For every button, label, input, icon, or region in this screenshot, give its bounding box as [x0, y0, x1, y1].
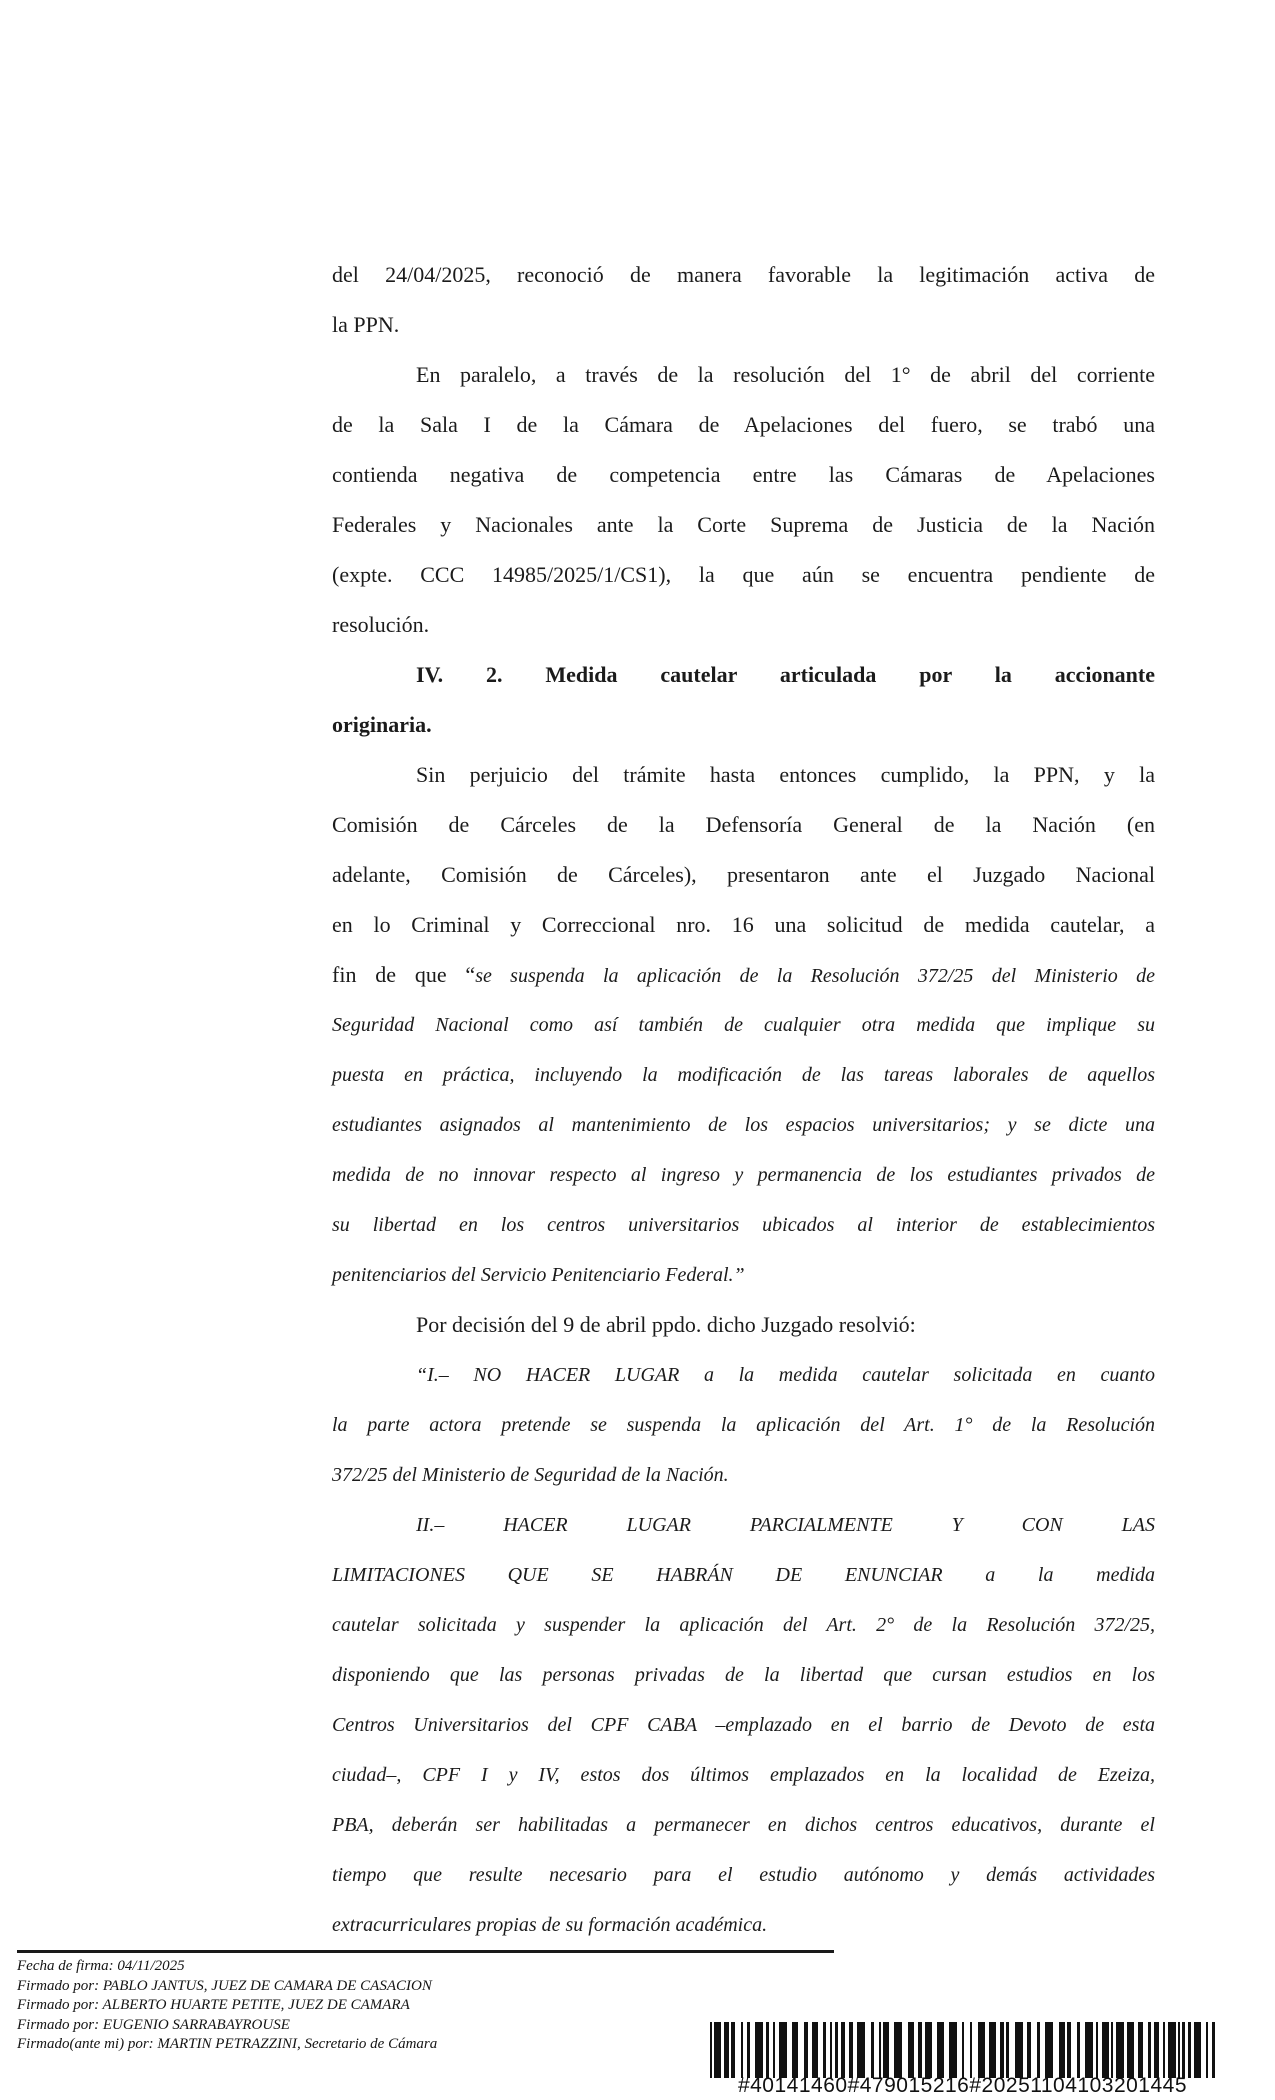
barcode-bar	[1096, 2022, 1098, 2078]
body-line	[332, 1250, 1155, 1300]
barcode-bar	[710, 2022, 712, 2078]
barcode-bar	[1148, 2022, 1151, 2078]
body-line	[332, 700, 1155, 750]
signature-line: Firmado por: PABLO JANTUS, JUEZ DE CAMARA DE CASACION	[17, 1977, 432, 1994]
barcode-bar	[773, 2022, 775, 2078]
barcode-bar	[970, 2022, 972, 2078]
barcode-bar	[883, 2022, 889, 2078]
signature-line: Firmado(ante mi) por: MARTIN PETRAZZINI, Secretario de Cámara	[17, 2036, 438, 2052]
text-segment-regular: resolución.	[332, 612, 430, 637]
body-line	[332, 650, 1155, 700]
barcode-bar	[1102, 2022, 1109, 2078]
barcode-bar	[1077, 2022, 1080, 2078]
signature-line: Firmado por: ALBERTO HUARTE PETITE, JUEZ DE CAMARA	[17, 1997, 410, 2013]
text-segment-bold: IV. 2. Medida cautelar articulada por la accionante	[416, 662, 1155, 687]
barcode-bar	[1163, 2022, 1165, 2078]
body-line	[332, 1050, 1155, 1100]
body-line	[332, 1700, 1155, 1750]
body-line	[332, 1400, 1155, 1450]
body-line	[332, 550, 1155, 600]
body-line	[332, 1600, 1155, 1650]
body-line	[332, 1100, 1155, 1150]
barcode-bar	[812, 2022, 818, 2078]
barcode-bar	[1154, 2022, 1159, 2078]
text-segment-italic: la parte actora pretende se suspenda la aplicación del Art. 1° de la Resolución	[332, 1414, 1155, 1436]
body-line	[332, 1300, 1155, 1350]
text-segment-italic: disponiendo que las personas privadas de la libertad que cursan estudios en los	[332, 1664, 1155, 1686]
paragraph-indent	[332, 1530, 416, 1531]
body-line	[332, 1550, 1155, 1600]
body-line	[332, 750, 1155, 800]
text-segment-italic: PBA, deberán ser habilitadas a permanecer en dichos centros educativos, durante el	[332, 1814, 1155, 1836]
barcode-bar	[978, 2022, 985, 2078]
paragraph-indent	[332, 781, 416, 782]
text-segment-italic: ciudad–, CPF I y IV, estos dos últimos emplazados en la localidad de Ezeiza,	[332, 1764, 1155, 1786]
barcode-bar	[1127, 2022, 1134, 2078]
text-segment-regular: adelante, Comisión de Cárceles), presentaron ante el Juzgado Nacional	[332, 862, 1155, 887]
barcode-bar	[1168, 2022, 1176, 2078]
barcode-bar	[925, 2022, 932, 2078]
barcode-bar	[792, 2022, 798, 2078]
barcode-bar	[908, 2022, 914, 2078]
text-segment-bold: originaria.	[332, 712, 432, 737]
barcode-value: #40141460#479015216#20251104103201445	[737, 2074, 1188, 2097]
text-segment-regular: de la Sala I de la Cámara de Apelaciones del fuero, se trabó una	[332, 412, 1155, 437]
barcode-bar	[1006, 2022, 1009, 2078]
text-segment-italic: “I.– NO HACER LUGAR a la medida cautelar solicitada en cuanto	[416, 1364, 1155, 1386]
barcode-bar	[755, 2022, 763, 2078]
body-line	[332, 450, 1155, 500]
text-segment-italic: extracurriculares propias de su formación académica.	[332, 1914, 768, 1936]
barcode-bar	[747, 2022, 750, 2078]
barcode-bar	[731, 2022, 735, 2078]
signature-line: Fecha de firma: 04/11/2025	[17, 1958, 185, 1974]
text-segment-italic: 372/25 del Ministerio de Seguridad de la Nación.	[332, 1464, 729, 1486]
barcode-bar	[804, 2022, 808, 2078]
body-line	[332, 1200, 1155, 1250]
barcode-bar	[871, 2022, 874, 2078]
barcode-bar	[823, 2022, 826, 2078]
barcode-bar	[937, 2022, 944, 2078]
barcode-bar	[1000, 2022, 1004, 2078]
body-line	[332, 400, 1155, 450]
body-line	[332, 1850, 1155, 1900]
barcode-bar	[894, 2022, 902, 2078]
body-line	[332, 1800, 1155, 1850]
text-segment-italic: cautelar solicitada y suspender la aplicación del Art. 2° de la Resolución 372/25,	[332, 1614, 1155, 1636]
text-segment-italic: Seguridad Nacional como así también de cualquier otra medida que implique su	[332, 1014, 1155, 1036]
text-segment-regular: Sin perjuicio del trámite hasta entonces cumplido, la PPN, y la	[416, 762, 1155, 787]
barcode-bar	[1037, 2022, 1040, 2078]
barcode-bar	[1085, 2022, 1093, 2078]
signature-block	[17, 1957, 717, 2055]
text-segment-regular: del 24/04/2025, reconoció de manera favorable la legitimación activa de	[332, 262, 1155, 287]
body-text	[332, 250, 1155, 1950]
barcode-bar	[1045, 2022, 1053, 2078]
barcode-bar	[989, 2022, 996, 2078]
body-line	[332, 1750, 1155, 1800]
barcode-bar	[949, 2022, 957, 2078]
paragraph-indent	[332, 1331, 416, 1332]
barcode-bar	[724, 2022, 729, 2078]
body-line	[332, 350, 1155, 400]
barcode-bar	[1138, 2022, 1143, 2078]
body-line	[332, 300, 1155, 350]
body-line	[332, 1900, 1155, 1950]
barcode-bar	[1182, 2022, 1185, 2078]
barcode-bar	[1027, 2022, 1031, 2078]
paragraph-indent	[332, 1380, 416, 1381]
body-line	[332, 1450, 1155, 1500]
text-segment-regular: contienda negativa de competencia entre las Cámaras de Apelaciones	[332, 462, 1155, 487]
barcode-bar	[1015, 2022, 1023, 2078]
text-segment-italic: tiempo que resulte necesario para el estudio autónomo y demás actividades	[332, 1864, 1155, 1886]
signature-line: Firmado por: EUGENIO SARRABAYROUSE	[17, 2016, 290, 2033]
body-line	[332, 1650, 1155, 1700]
text-segment-regular: En paralelo, a través de la resolución del 1° de abril del corriente	[416, 362, 1155, 387]
text-segment-italic: medida de no innovar respecto al ingreso y permanencia de los estudiantes privados de	[332, 1164, 1155, 1186]
text-segment-italic: puesta en práctica, incluyendo la modificación de las tareas laborales de aquellos	[332, 1064, 1155, 1086]
body-line	[332, 800, 1155, 850]
barcode-bar	[841, 2022, 845, 2078]
barcode-bar	[1111, 2022, 1113, 2078]
body-line	[332, 600, 1155, 650]
text-segment-regular: Federales y Nacionales ante la Corte Suprema de Justicia de la Nación	[332, 512, 1155, 537]
barcode-bar	[1178, 2022, 1180, 2078]
body-line	[332, 850, 1155, 900]
barcode-bar	[714, 2022, 721, 2078]
body-line	[332, 900, 1155, 950]
barcode-bar	[962, 2022, 964, 2078]
barcode-bar	[1206, 2022, 1208, 2078]
body-line	[332, 250, 1155, 300]
body-line	[332, 1500, 1155, 1550]
barcode-bar	[835, 2022, 838, 2078]
text-segment-regular: la PPN.	[332, 312, 400, 337]
body-line	[332, 1350, 1155, 1400]
text-segment-italic: LIMITACIONES QUE SE HABRÁN DE ENUNCIAR a la medida	[332, 1564, 1155, 1586]
barcode-bar	[879, 2022, 881, 2078]
body-line	[332, 1000, 1155, 1050]
barcode-bar	[849, 2022, 853, 2078]
body-line	[332, 1150, 1155, 1200]
barcode-bar	[830, 2022, 832, 2078]
text-segment-regular: Por decisión del 9 de abril ppdo. dicho Juzgado resolvió:	[416, 1312, 916, 1337]
barcode	[710, 2022, 1215, 2078]
barcode-bar	[1067, 2022, 1071, 2078]
text-segment-italic: penitenciarios del Servicio Penitenciario Federal.”	[332, 1264, 745, 1286]
text-segment-italic: su libertad en los centros universitarios ubicados al interior de establecimientos	[332, 1214, 1155, 1236]
text-segment-regular: en lo Criminal y Correccional nro. 16 una solicitud de medida cautelar, a	[332, 912, 1155, 937]
barcode-bar	[857, 2022, 865, 2078]
barcode-bar	[779, 2022, 787, 2078]
barcode-bar	[1194, 2022, 1201, 2078]
text-segment-italic: Centros Universitarios del CPF CABA –emplazado en el barrio de Devoto de esta	[332, 1714, 1155, 1736]
barcode-bar	[766, 2022, 769, 2078]
barcode-bar	[741, 2022, 743, 2078]
text-segment-italic: se suspenda la aplicación de la Resolución 372/25 del Ministerio de	[475, 965, 1155, 987]
paragraph-indent	[332, 681, 416, 682]
body-line	[332, 500, 1155, 550]
text-segment-regular: Comisión de Cárceles de la Defensoría General de la Nación (en	[332, 812, 1155, 837]
barcode-bar	[1188, 2022, 1191, 2078]
barcode-bar	[918, 2022, 922, 2078]
text-segment-italic: II.– HACER LUGAR PARCIALMENTE Y CON LAS	[416, 1514, 1155, 1536]
text-segment-regular: (expte. CCC 14985/2025/1/CS1), la que aún se encuentra pendiente de	[332, 562, 1155, 587]
text-segment-regular: fin de que “	[332, 962, 476, 987]
body-line	[332, 950, 1155, 1000]
paragraph-indent	[332, 381, 416, 382]
footer-divider	[17, 1950, 834, 1953]
text-segment-italic: estudiantes asignados al mantenimiento de los espacios universitarios; y se dicte una	[332, 1114, 1155, 1136]
barcode-bar	[1059, 2022, 1065, 2078]
barcode-bar	[1116, 2022, 1124, 2078]
barcode-bar	[1212, 2022, 1215, 2078]
